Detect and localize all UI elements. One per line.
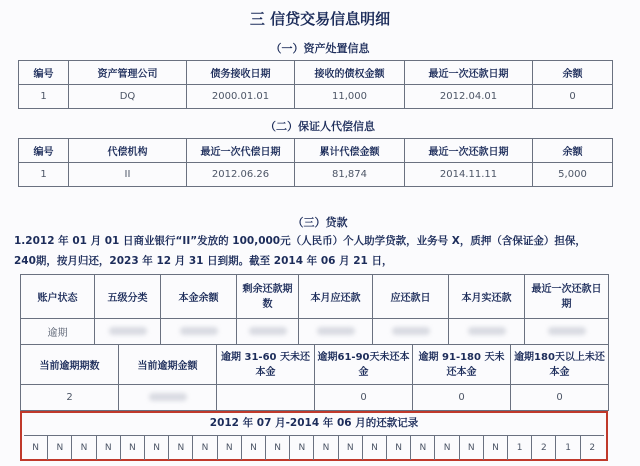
loan-status-table (20, 274, 609, 345)
redacted-cell (449, 319, 525, 345)
repayment-record-cell: N (169, 436, 193, 460)
header-cell: 逾期 91-180 天未还本金 (413, 345, 511, 385)
header-cell: 应还款日 (373, 275, 449, 319)
table-cell: 2012.06.26 (187, 163, 295, 187)
header-cell: 最近一次还款日期 (405, 139, 533, 163)
table-cell: 0 (533, 85, 613, 109)
table-cell: 1 (19, 163, 69, 187)
redacted-cell (373, 319, 449, 345)
repayment-record-box (20, 411, 608, 461)
table-cell: II (69, 163, 187, 187)
header-cell: 余额 (533, 139, 613, 163)
header-cell: 当前逾期期数 (21, 345, 119, 385)
redacted-value (317, 327, 355, 335)
header-cell: 资产管理公司 (69, 61, 187, 85)
repayment-record-cell: N (121, 436, 145, 460)
header-cell: 逾期 31-60 天未还本金 (217, 345, 315, 385)
repayment-record-cell: N (387, 436, 411, 460)
repayment-record-cell: N (193, 436, 217, 460)
redacted-value (249, 327, 287, 335)
table-cell: 0 (315, 385, 413, 411)
asset-disposal-table (18, 60, 613, 109)
table-cell: 0 (413, 385, 511, 411)
header-cell: 最近一次代偿日期 (187, 139, 295, 163)
repayment-record-cell: N (314, 436, 338, 460)
redacted-value (109, 327, 147, 335)
repayment-record-cell: N (48, 436, 72, 460)
repayment-record-cell: 2 (532, 436, 556, 460)
repayment-record-cell: N (97, 436, 121, 460)
header-cell: 余额 (533, 61, 613, 85)
overdue-table (20, 344, 609, 411)
table-cell: 2000.01.01 (187, 85, 295, 109)
table-cell: 11,000 (295, 85, 405, 109)
repayment-record-cell: N (460, 436, 484, 460)
table-cell: 5,000 (533, 163, 613, 187)
repayment-record-cell: 1 (508, 436, 532, 460)
redacted-cell (95, 319, 161, 345)
redacted-value (392, 327, 430, 335)
header-cell: 债务接收日期 (187, 61, 295, 85)
header-cell: 累计代偿金额 (295, 139, 405, 163)
repayment-record-cell: N (484, 436, 508, 460)
header-cell: 本月应还款 (299, 275, 373, 319)
header-cell: 接收的债权金额 (295, 61, 405, 85)
guarantor-table (18, 138, 613, 187)
repayment-record-cell: N (242, 436, 266, 460)
repayment-record-cell: N (266, 436, 290, 460)
redacted-value (149, 393, 187, 401)
redacted-value (180, 327, 218, 335)
redacted-cell (119, 385, 217, 411)
header-cell: 账户状态 (21, 275, 95, 319)
header-cell: 编号 (19, 61, 69, 85)
table-cell (217, 385, 315, 411)
header-cell: 逾期61-90天未还本金 (315, 345, 413, 385)
header-cell: 五级分类 (95, 275, 161, 319)
account-status-cell: 逾期 (21, 319, 95, 345)
table-cell: 0 (511, 385, 609, 411)
table-cell: 1 (19, 85, 69, 109)
table-cell: 2 (21, 385, 119, 411)
redacted-cell (299, 319, 373, 345)
header-cell: 本金余额 (161, 275, 237, 319)
header-cell: 本月实还款 (449, 275, 525, 319)
header-cell: 最近一次还款日期 (405, 61, 533, 85)
repayment-record-cell: N (24, 436, 48, 460)
redacted-value (468, 327, 506, 335)
repayment-record-row (24, 435, 604, 460)
loan-description-line2: 240期，按月归还，2023 年 12 月 31 日到期。截至 2014 年 06 月 21 日， (14, 255, 393, 267)
redacted-cell (237, 319, 299, 345)
repayment-record-cell: N (363, 436, 387, 460)
section-loan-title: （三）贷款 (292, 216, 348, 229)
repayment-record-cell: N (339, 436, 363, 460)
header-cell: 剩余还款期数 (237, 275, 299, 319)
header-cell: 编号 (19, 139, 69, 163)
repayment-record-cell: N (411, 436, 435, 460)
redacted-cell (161, 319, 237, 345)
table-cell: 81,874 (295, 163, 405, 187)
section-asset-disposal-title: （一）资产处置信息 (270, 42, 370, 55)
repayment-record-title: 2012 年 07 月-2014 年 06 月的还款记录 (209, 417, 419, 429)
repayment-record-cell: N (145, 436, 169, 460)
repayment-record-cell: N (72, 436, 96, 460)
table-cell: DQ (69, 85, 187, 109)
repayment-record-cell: N (290, 436, 314, 460)
header-cell: 逾期180天以上未还本金 (511, 345, 609, 385)
section-guarantor-title: （二）保证人代偿信息 (265, 120, 375, 133)
page-title: 三 信贷交易信息明细 (249, 10, 391, 28)
repayment-record-cell: N (218, 436, 242, 460)
table-cell: 2014.11.11 (405, 163, 533, 187)
loan-description-line1: 1.2012 年 01 月 01 日商业银行“II”发放的 100,000元（人民币）个人助学贷款，业务号 X，质押（含保证金）担保， (14, 235, 586, 247)
header-cell: 当前逾期金额 (119, 345, 217, 385)
table-cell: 2012.04.01 (405, 85, 533, 109)
repayment-record-cell: 2 (589, 443, 596, 453)
repayment-record-cell: N (435, 436, 459, 460)
redacted-value (548, 327, 586, 335)
header-cell: 代偿机构 (69, 139, 187, 163)
header-cell: 最近一次还款日期 (525, 275, 609, 319)
repayment-record-cell: 1 (556, 436, 580, 460)
redacted-cell (525, 319, 609, 345)
